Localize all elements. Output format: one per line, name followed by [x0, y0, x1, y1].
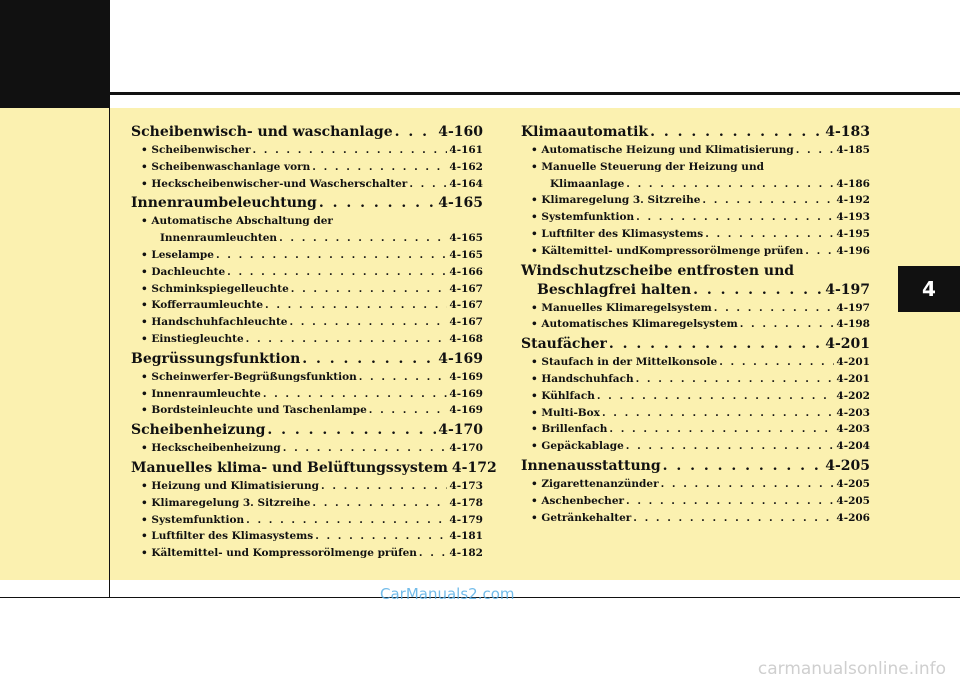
toc-entry[interactable] — [131, 512, 483, 529]
dot-leader — [609, 421, 834, 438]
dot-leader — [796, 142, 835, 159]
toc-entry[interactable] — [131, 142, 483, 159]
dot-leader — [279, 230, 447, 247]
dot-leader — [409, 176, 447, 193]
header-rule — [110, 92, 960, 95]
toc-entry[interactable] — [131, 297, 483, 314]
toc-section[interactable] — [521, 123, 870, 142]
toc-section-page: 4-170 — [438, 422, 483, 439]
toc-entry[interactable] — [521, 476, 870, 493]
toc-entry[interactable] — [521, 421, 870, 438]
toc-section[interactable] — [521, 335, 870, 354]
toc-entry-title: • Automatische Heizung und Klimatisierung — [531, 144, 794, 156]
dot-leader — [650, 123, 823, 142]
toc-entry-title: • Kältemittel- undKompressorölmenge prüfen — [531, 244, 804, 257]
dot-leader — [312, 495, 447, 512]
toc-entry-page: 4-161 — [449, 144, 483, 156]
toc-entry[interactable] — [131, 314, 483, 331]
toc-entry-page: 4-193 — [836, 211, 870, 224]
toc-entry-title: • Multi-Box — [531, 406, 600, 419]
dot-leader — [312, 159, 447, 176]
toc-entry[interactable] — [521, 209, 870, 226]
toc-entry[interactable] — [131, 386, 483, 403]
toc-entry-page: 4-170 — [449, 442, 483, 455]
dot-leader — [321, 478, 447, 495]
dot-leader — [602, 405, 834, 422]
dot-leader — [693, 281, 823, 300]
toc-entry[interactable] — [521, 371, 870, 388]
toc-section-line2-page: 4-197 — [825, 281, 870, 298]
toc-entry-title: • Schminkspiegelleuchte — [141, 282, 289, 295]
toc-entry-line2-page: 4-165 — [449, 232, 483, 245]
toc-entry-page: 4-192 — [836, 194, 870, 207]
toc-entry-title: • Gepäckablage — [531, 440, 624, 453]
toc-entry-page: 4-203 — [836, 406, 870, 419]
toc-entry-page: 4-165 — [449, 248, 483, 261]
dot-leader — [805, 243, 834, 260]
toc-entry-title: • Scheinwerfer-Begrüßungsfunktion — [141, 370, 357, 383]
dot-leader — [633, 510, 834, 527]
toc-section-line2[interactable] — [521, 281, 870, 300]
toc-entry-title: • Brillenfach — [531, 423, 608, 436]
toc-entry-page: 4-169 — [449, 370, 483, 383]
dot-leader — [265, 297, 447, 314]
dot-leader — [597, 388, 835, 405]
toc-section[interactable] — [131, 421, 483, 440]
toc-entry-title: • Getränkehalter — [531, 511, 632, 524]
toc-entry-page: 4-178 — [449, 496, 483, 509]
toc-entry-page: 4-162 — [449, 160, 483, 173]
toc-section-title: Klimaautomatik — [521, 124, 649, 140]
toc-entry-page: 4-205 — [836, 477, 870, 490]
toc-entry-page: 4-205 — [836, 494, 870, 507]
toc-entry-page: 4-204 — [836, 440, 870, 453]
dot-leader — [626, 176, 834, 193]
toc-section-line2-title: Beschlagfrei halten — [537, 281, 692, 298]
toc-section[interactable] — [131, 123, 483, 142]
toc-entry-page: 4-173 — [449, 479, 483, 492]
toc-entry-page: 4-196 — [836, 244, 870, 257]
toc-entry-title: • Luftfilter des Klimasystems — [141, 530, 314, 543]
toc-section-title: Manuelles klima- und Belüftungssystem — [131, 459, 448, 476]
toc-entry-page: 4-167 — [449, 316, 483, 329]
toc-entry[interactable] — [131, 440, 483, 457]
toc-section-title: Scheibenheizung — [131, 422, 266, 439]
toc-entry[interactable] — [521, 493, 870, 510]
dot-leader — [369, 402, 448, 419]
watermark-carmanuals2[interactable]: CarManuals2.com — [380, 585, 515, 603]
dot-leader — [702, 192, 834, 209]
toc-section-title: Innenraumbeleuchtung — [131, 195, 317, 212]
toc-section[interactable] — [131, 350, 483, 369]
toc-entry-title: • Scheibenwaschanlage vorn — [141, 160, 311, 173]
margin-rule — [109, 0, 110, 598]
dot-leader — [291, 281, 448, 298]
toc-entry[interactable] — [131, 331, 483, 348]
toc-entry[interactable] — [521, 192, 870, 209]
toc-entry-title: • Zigarettenanzünder — [531, 477, 659, 490]
toc-entry[interactable] — [521, 226, 870, 243]
toc-entry[interactable] — [131, 545, 483, 562]
toc-entry[interactable] — [131, 495, 483, 512]
toc-entry-title: • Dachleuchte — [141, 265, 226, 278]
toc-entry-page: 4-201 — [836, 356, 870, 369]
corner-black-block — [0, 0, 110, 108]
toc-section-page: 4-183 — [825, 124, 870, 140]
dot-leader — [740, 316, 835, 333]
watermark-carmanualsonline[interactable]: carmanualsonline.info — [757, 659, 946, 679]
toc-section-title-line1: Windschutzscheibe entfrosten und — [521, 262, 795, 279]
toc-entry-title: • Innenraumleuchte — [141, 387, 261, 400]
toc-entry-title: • Automatisches Klimaregelsystem — [531, 318, 738, 331]
toc-entry-line2-title: Klimaanlage — [550, 177, 625, 190]
toc-entry-title: • Heckscheibenheizung — [141, 442, 281, 455]
dot-leader — [419, 545, 447, 562]
toc-entry[interactable] — [131, 264, 483, 281]
dot-leader — [626, 438, 835, 455]
toc-entry-title: • Scheibenwischer — [141, 144, 251, 156]
toc-entry-title: • Kofferraumleuchte — [141, 299, 264, 312]
dot-leader — [714, 300, 835, 317]
toc-entry[interactable] — [131, 176, 483, 193]
dot-leader — [267, 421, 436, 440]
toc-entry-title: • Systemfunktion — [531, 211, 635, 224]
toc-entry-title-line1: • Manuelle Steuerung der Heizung und — [531, 160, 764, 173]
toc-entry-page: 4-166 — [449, 265, 483, 278]
dot-leader — [661, 476, 835, 493]
toc-entry[interactable] — [521, 243, 870, 260]
toc-entry[interactable] — [131, 369, 483, 386]
toc-entry-title: • Heckscheibenwischer-und Wascherschalter — [141, 177, 408, 190]
toc-entry-title: • Manuelles Klimaregelsystem — [531, 301, 712, 314]
toc-section-page: 4-160 — [438, 124, 483, 140]
toc-entry[interactable] — [131, 247, 483, 264]
dot-leader — [289, 314, 447, 331]
toc-entry-title: • Klimaregelung 3. Sitzreihe — [141, 496, 311, 509]
toc-section-page: 4-169 — [438, 350, 483, 367]
toc-entry-title: • Aschenbecher — [531, 494, 625, 507]
dot-leader — [636, 371, 835, 388]
dot-leader — [719, 354, 834, 371]
toc-entry-page: 4-185 — [836, 144, 870, 156]
dot-leader — [609, 335, 823, 354]
toc-entry[interactable] — [131, 281, 483, 298]
toc-entry-title: • Leselampe — [141, 248, 214, 261]
toc-entry-title: • Staufach in der Mittelkonsole — [531, 356, 718, 369]
dot-leader — [663, 457, 824, 476]
toc-entry[interactable] — [521, 405, 870, 422]
dot-leader — [395, 123, 437, 142]
toc-entry-page: 4-164 — [449, 177, 483, 190]
toc-entry-title: • Luftfilter des Klimasystems — [531, 227, 704, 240]
toc-entry-page: 4-167 — [449, 299, 483, 312]
toc-entry[interactable] — [521, 354, 870, 371]
toc-entry-title: • Handschuhfachleuchte — [141, 316, 288, 329]
chapter-tab: 4 — [898, 266, 960, 312]
toc-entry[interactable] — [131, 159, 483, 176]
dot-leader — [246, 512, 447, 529]
toc-section-title: Staufächer — [521, 336, 607, 353]
toc-left-column — [131, 123, 497, 562]
dot-leader — [216, 247, 447, 264]
toc-section-page: 4-165 — [438, 195, 483, 212]
toc-entry-title: • Systemfunktion — [141, 513, 245, 526]
dot-leader — [705, 226, 834, 243]
toc-entry-line2[interactable] — [131, 230, 483, 247]
dot-leader — [263, 386, 448, 403]
dot-leader — [626, 493, 834, 510]
toc-entry[interactable] — [131, 402, 483, 419]
toc-section-page: 4-172 — [451, 459, 497, 476]
dot-leader — [252, 142, 447, 159]
toc-entry-page: 4-168 — [449, 332, 483, 345]
toc-entry-title: • Kühlfach — [531, 389, 595, 402]
toc-entry[interactable] — [521, 438, 870, 455]
dot-leader — [359, 369, 448, 386]
toc-entry[interactable] — [131, 213, 483, 247]
toc-entry-title: • Handschuhfach — [531, 372, 634, 385]
toc-entry-page: 4-198 — [836, 318, 870, 331]
toc-entry-line2[interactable] — [521, 176, 870, 193]
toc-entry-title: • Heizung und Klimatisierung — [141, 479, 320, 492]
dot-leader — [246, 331, 448, 348]
toc-entry-title: • Einstiegleuchte — [141, 332, 244, 345]
toc-entry-page: 4-203 — [836, 423, 870, 436]
dot-leader — [302, 350, 436, 369]
dot-leader — [283, 440, 448, 457]
toc-entry[interactable] — [521, 316, 870, 333]
toc-entry-title: • Kältemittel- und Kompressorölmenge prüfen — [141, 547, 417, 560]
toc-entry-page: 4-181 — [449, 530, 483, 543]
toc-section-title: Begrüssungsfunktion — [131, 350, 301, 367]
toc-entry-line2-title: Innenraumleuchten — [160, 232, 278, 245]
toc-entry[interactable] — [521, 510, 870, 527]
toc-section-page: 4-205 — [825, 457, 870, 474]
toc-section[interactable] — [131, 459, 497, 478]
toc-entry-title: • Klimaregelung 3. Sitzreihe — [531, 194, 701, 207]
toc-entry-title-line1: • Automatische Abschaltung der — [141, 215, 333, 228]
toc-section-title: Scheibenwisch- und waschanlage — [131, 124, 393, 140]
toc-entry-page: 4-169 — [449, 387, 483, 400]
toc-entry-line2-page: 4-186 — [836, 177, 870, 190]
toc-entry-page: 4-169 — [449, 404, 483, 417]
toc-entry[interactable] — [131, 478, 483, 495]
toc-entry-page: 4-167 — [449, 282, 483, 295]
dot-leader — [319, 194, 436, 213]
toc-entry-page: 4-195 — [836, 227, 870, 240]
toc-section-page: 4-201 — [825, 336, 870, 353]
toc-section[interactable] — [521, 457, 870, 476]
toc-section[interactable] — [521, 262, 870, 300]
toc-entry-page: 4-201 — [836, 372, 870, 385]
toc-entry-page: 4-206 — [836, 511, 870, 524]
toc-entry[interactable] — [521, 159, 870, 193]
toc-entry-page: 4-182 — [449, 547, 483, 560]
toc-entry-page: 4-197 — [836, 301, 870, 314]
dot-leader — [315, 528, 447, 545]
toc-entry-page: 4-202 — [836, 389, 870, 402]
toc-entry[interactable] — [521, 300, 870, 317]
dot-leader — [636, 209, 834, 226]
toc-entry[interactable] — [131, 528, 483, 545]
dot-leader — [227, 264, 447, 281]
toc-entry[interactable] — [521, 142, 870, 159]
toc-entry-title: • Bordsteinleuchte und Taschenlampe — [141, 404, 367, 417]
toc-entry[interactable] — [521, 388, 870, 405]
toc-section-title: Innenausstattung — [521, 457, 661, 474]
toc-entry-page: 4-179 — [449, 513, 483, 526]
toc-right-column — [521, 123, 870, 526]
toc-section[interactable] — [131, 194, 483, 213]
